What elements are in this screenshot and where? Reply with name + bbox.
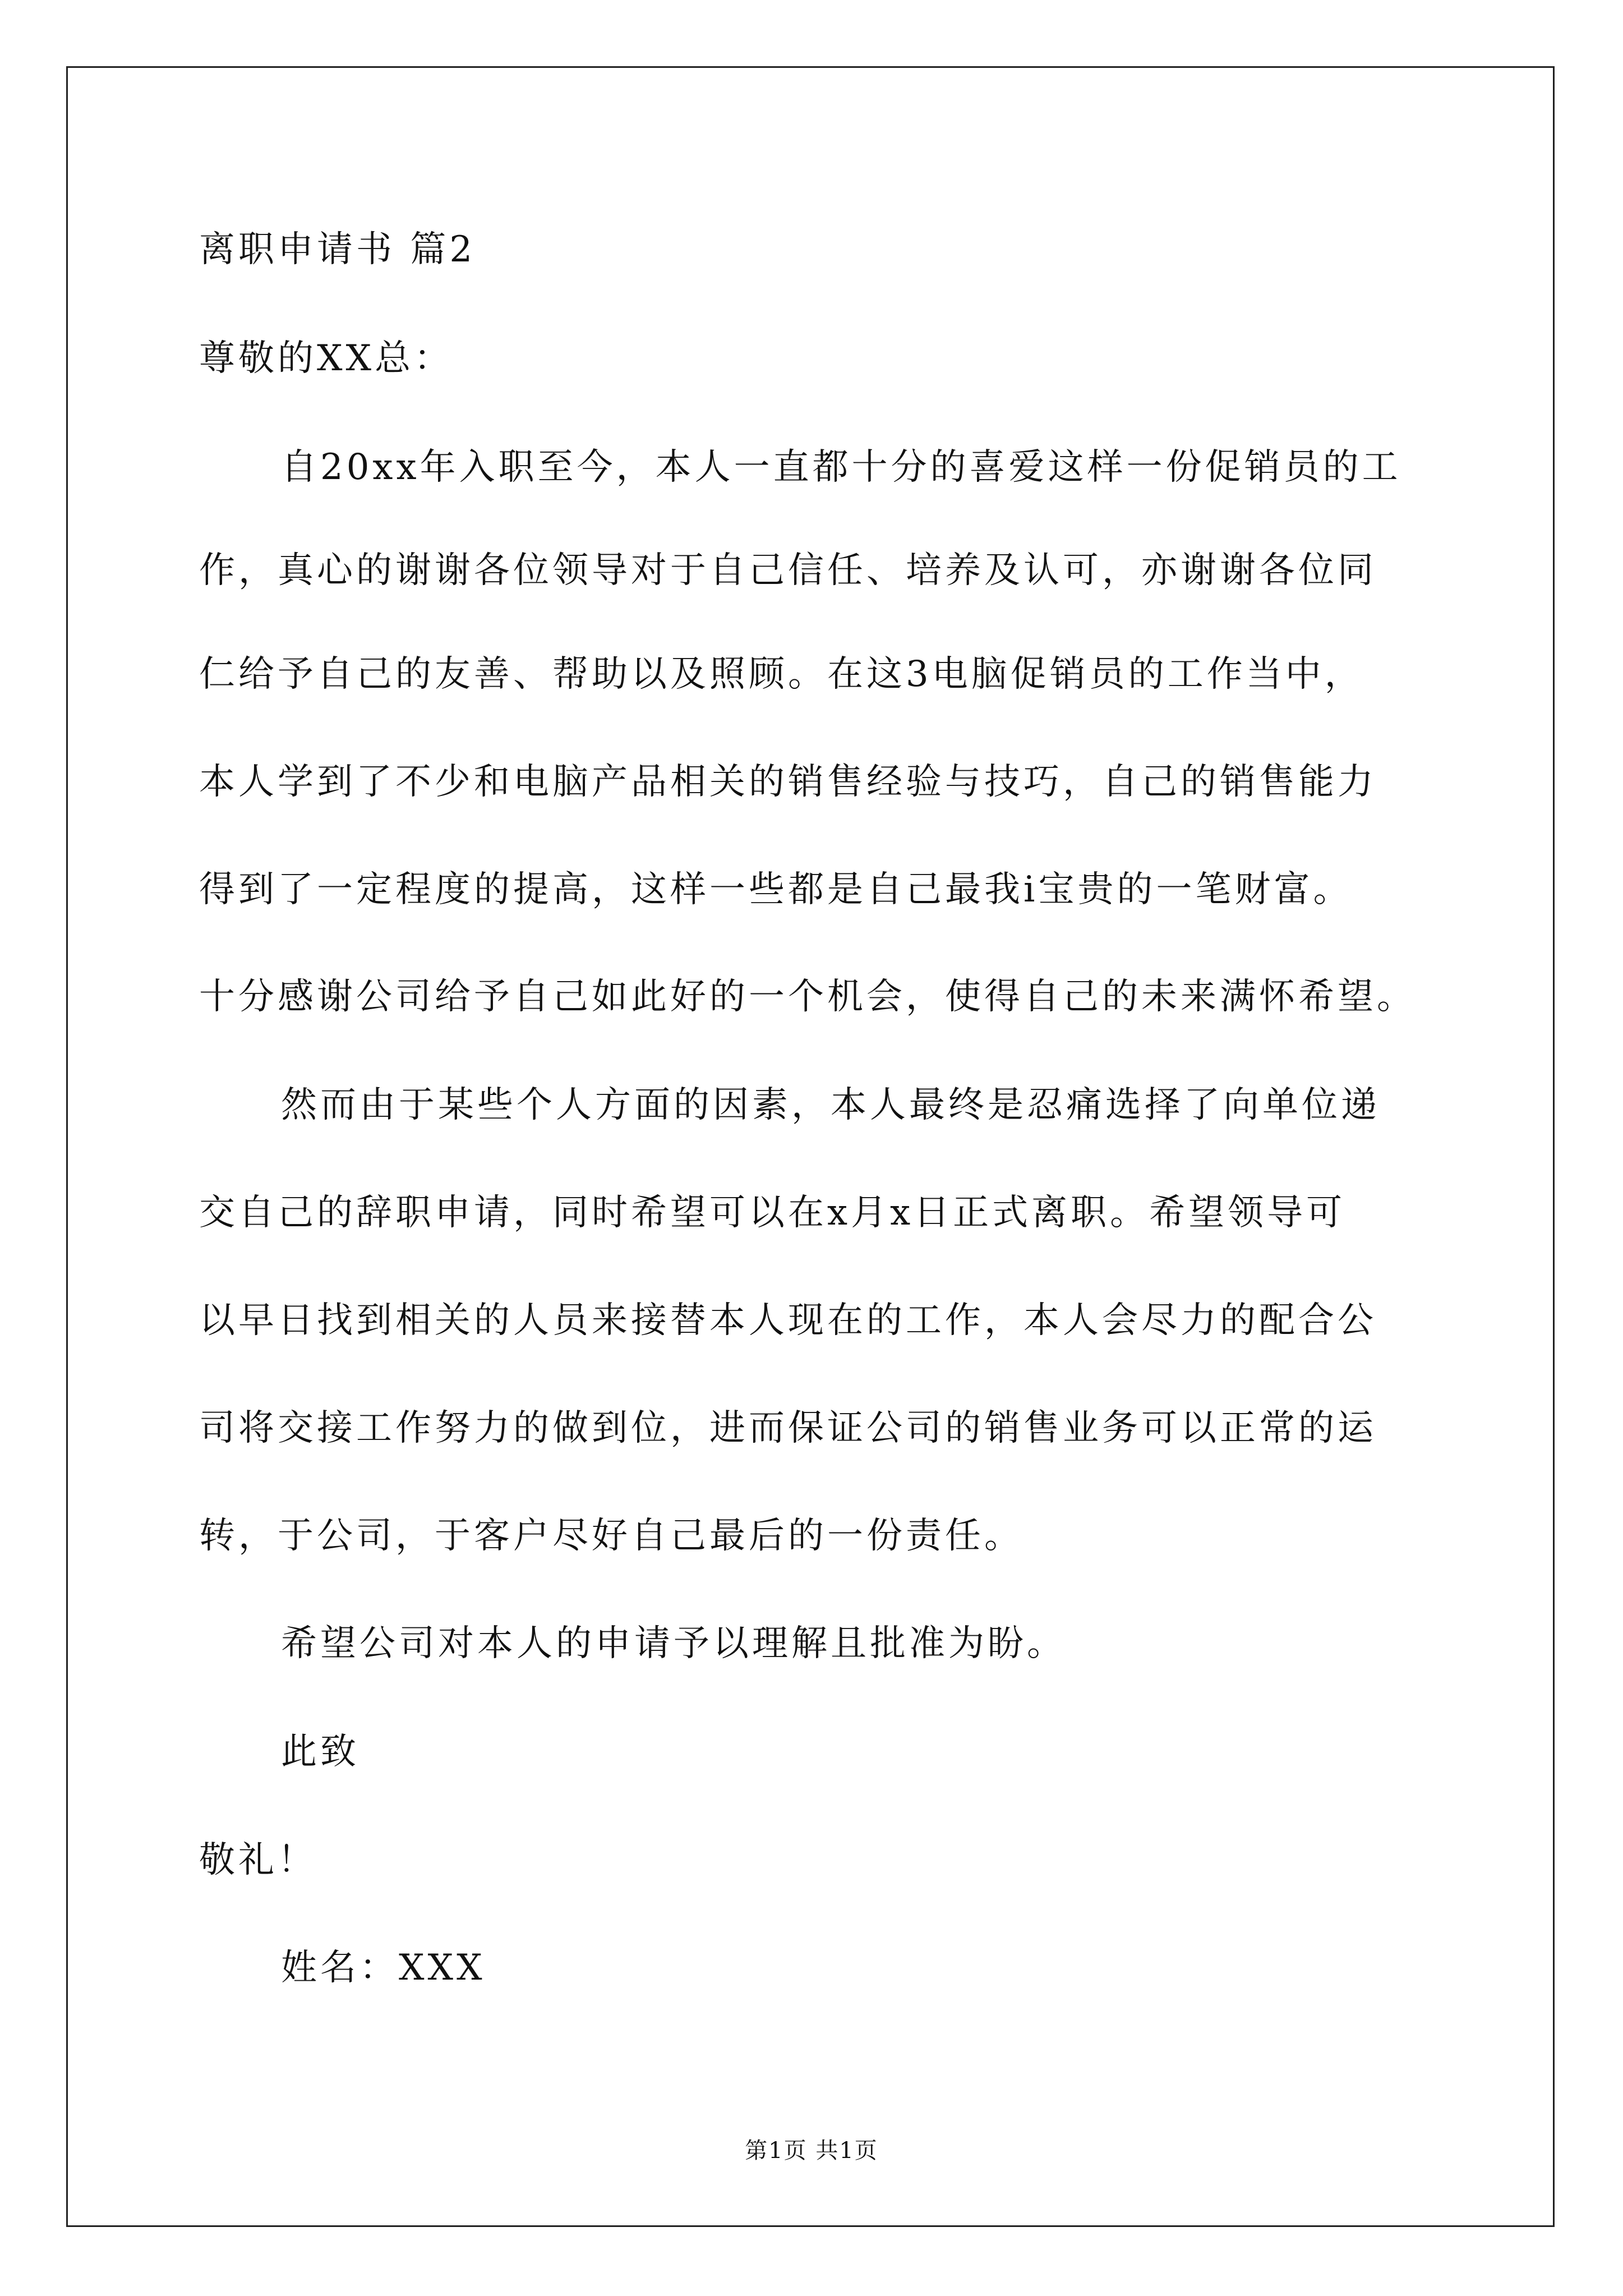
document-title: 离职申请书 篇2 [199, 229, 476, 270]
closing-line: 此致 [281, 1731, 359, 1773]
page-border [66, 66, 1555, 2227]
paragraph-line: 自20xx年入职至今，本人一直都十分的喜爱这样一份促销员的工 [281, 447, 1401, 488]
paragraph-line: 仁给予自己的友善、帮助以及照顾。在这3电脑促销员的工作当中， [199, 654, 1364, 695]
paragraph-line: 十分感谢公司给予自己如此好的一个机会，使得自己的未来满怀希望。 [199, 976, 1416, 1018]
closing-salute: 敬礼！ [199, 1839, 317, 1881]
paragraph-line: 司将交接工作努力的做到位，进而保证公司的销售业务可以正常的运 [199, 1407, 1377, 1449]
name-line: 姓名：XXX [281, 1947, 486, 1989]
paragraph-line: 得到了一定程度的提高，这样一些都是自己最我i宝贵的一笔财富。 [199, 869, 1353, 910]
paragraph-line: 作，真心的谢谢各位领导对于自己信任、培养及认可，亦谢谢各位同 [199, 550, 1377, 591]
paragraph-line: 转，于公司，于客户尽好自己最后的一份责任。 [199, 1515, 1023, 1557]
paragraph-line: 然而由于某些个人方面的因素，本人最终是忍痛选择了向单位递 [281, 1084, 1380, 1126]
paragraph-line: 本人学到了不少和电脑产品相关的销售经验与技巧，自己的销售能力 [199, 761, 1377, 803]
salutation: 尊敬的XX总： [199, 338, 454, 379]
paragraph-line: 希望公司对本人的申请予以理解且批准为盼。 [281, 1623, 1066, 1664]
page-footer: 第1页 共1页 [745, 2138, 878, 2164]
paragraph-line: 以早日找到相关的人员来接替本人现在的工作，本人会尽力的配合公 [199, 1300, 1377, 1341]
paragraph-line: 交自己的辞职申请，同时希望可以在x月x日正式离职。希望领导可 [199, 1192, 1346, 1234]
